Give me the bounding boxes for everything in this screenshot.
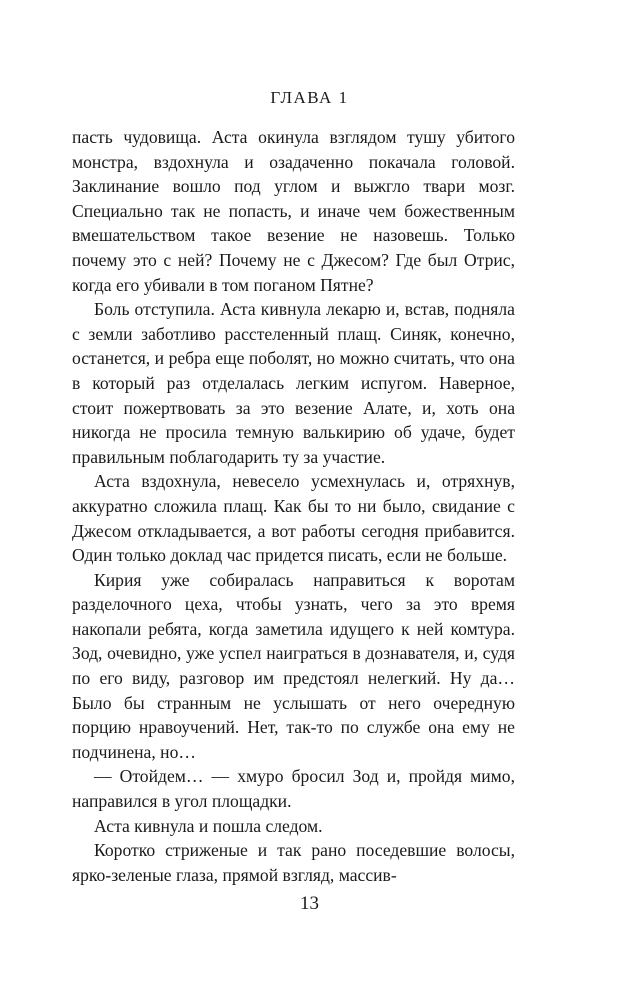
paragraph: Аста кивнула и пошла следом. <box>94 815 323 836</box>
paragraph: пасть чудовища. Аста окинула взглядом тушу убитого монстра, вздохнула и озадаченно покачала головой. Заклинание вошло под углом и выжгло твари мозг. Специально так не попасть, и иначе чем божественным вмешательством такое везение не назовешь. Только почему это с ней? Почему не с Джесом? Где был Отрис, когда его убивали в том поганом Пятне? <box>72 127 515 295</box>
paragraph: Аста вздохнула, невесело усмехнулась и, отряхнув, аккуратно сложила плащ. Как бы то ни было, свидание с Джесом откладывается, а вот работы сегодня прибавится. Один только доклад час придется писать, если не больше. <box>72 471 515 566</box>
page-number: 13 <box>300 893 319 914</box>
paragraph: Коротко стриженые и так рано поседевшие волосы, ярко-зеленые глаза, прямой взгляд, массив- <box>72 840 515 885</box>
chapter-header: ГЛАВА 1 <box>270 88 349 107</box>
paragraph: — Отойдем… — хмуро бросил Зод и, пройдя мимо, направился в угол площадки. <box>72 766 515 812</box>
paragraph: Боль отступила. Аста кивнула лекарю и, встав, подняла с земли заботливо расстеленный плащ. Синяк, конечно, останется, и ребра еще поболят, но можно считать, что она в который раз отделалась легким испугом. Наверное, стоит пожертвовать за это везение Алате, и, хоть она никогда не просила темную валькирию об удаче, будет правильным поблагодарить ту за участие. <box>72 299 515 467</box>
paragraph: Кирия уже собиралась направиться к воротам разделочного цеха, чтобы узнать, чего за это время накопали ребята, когда заметила идущего к ней комтура. Зод, очевидно, уже успел наиграться в дознавателя, и, судя по его виду, разговор им предстоял нелегкий. Ну да… Было бы странным не услышать от него очередную порцию нравоучений. Нет, так-то по службе она ему не подчинена, но… <box>72 569 515 762</box>
body-text <box>72 125 515 887</box>
